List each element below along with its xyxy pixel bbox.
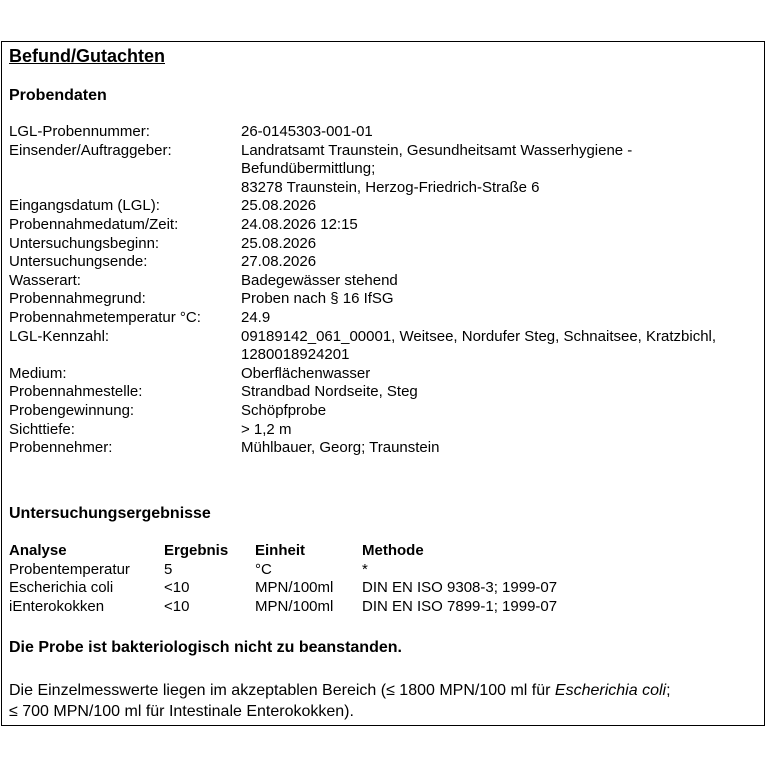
field-row	[9, 272, 768, 291]
field-row	[9, 439, 768, 458]
note-part1: Die Einzelmesswerte liegen im akzeptablen Bereich (≤ 1800 MPN/100 ml für	[9, 682, 555, 699]
results-cell: 5	[164, 560, 173, 578]
field-value-line: 24.08.2026 12:15	[241, 215, 358, 233]
field-row	[9, 309, 768, 328]
field-label: Medium:	[9, 364, 67, 382]
field-value-line: 27.08.2026	[241, 253, 317, 271]
field-value	[241, 272, 768, 291]
field-value-line: Proben nach § 16 IfSG	[241, 290, 394, 308]
field-value	[241, 309, 768, 328]
field-value	[241, 197, 768, 216]
field-value	[241, 439, 768, 458]
field-label: Einsender/Auftraggeber:	[9, 141, 172, 159]
document-title: Befund/Gutachten	[9, 46, 165, 66]
field-label: Untersuchungsende:	[9, 253, 148, 271]
field-value-line: 25.08.2026	[241, 197, 317, 215]
field-value-line: Schöpfprobe	[241, 401, 327, 419]
field-value-line: 09189142_061_00001, Weitsee, Nordufer Steg, Schnaitsee, Kratzbichl,	[241, 327, 717, 345]
field-value	[241, 421, 768, 440]
field-value	[241, 328, 768, 365]
field-value	[241, 123, 768, 142]
results-table	[9, 542, 662, 616]
field-label: Eingangsdatum (LGL):	[9, 197, 160, 215]
field-row	[9, 253, 768, 272]
field-label: Probennahmetemperatur °C:	[9, 308, 201, 326]
field-value-line: Badegewässer stehend	[241, 271, 398, 289]
field-value	[241, 402, 768, 421]
field-row	[9, 383, 768, 402]
note-line2: ≤ 700 MPN/100 ml für Intestinale Enterokokken).	[9, 703, 354, 720]
results-cell: DIN EN ISO 7899-1; 1999-07	[362, 597, 558, 615]
field-label: Probennahmestelle:	[9, 383, 143, 401]
field-label: LGL-Kennzahl:	[9, 327, 110, 345]
field-label: Untersuchungsbeginn:	[9, 234, 160, 252]
field-row	[9, 328, 768, 365]
field-value-line: Oberflächenwasser	[241, 364, 371, 382]
results-cell: Escherichia coli	[9, 579, 114, 596]
field-row	[9, 421, 768, 440]
field-row	[9, 402, 768, 421]
field-row	[9, 197, 768, 216]
field-label: Sichttiefe:	[9, 420, 75, 438]
results-header-cell: Methode	[362, 542, 424, 559]
field-value-line: Landratsamt Traunstein, Gesundheitsamt Wasserhygiene -	[241, 141, 633, 159]
field-label: Probengewinnung:	[9, 401, 135, 419]
note-italic: Escherichia coli	[554, 682, 667, 699]
results-header-cell: Analyse	[9, 542, 67, 559]
results-cell: MPN/100ml	[255, 597, 334, 615]
results-cell: <10	[164, 597, 190, 615]
results-cell: MPN/100ml	[255, 579, 334, 596]
field-value-line: Strandbad Nordseite, Steg	[241, 383, 418, 401]
field-value-line: > 1,2 m	[241, 420, 292, 438]
field-label: Probennahmedatum/Zeit:	[9, 215, 179, 233]
field-label: Wasserart:	[9, 271, 81, 289]
field-value	[241, 290, 768, 309]
field-value-line: 83278 Traunstein, Herzog-Friedrich-Straße 6	[241, 178, 540, 196]
results-cell: *	[362, 560, 368, 578]
field-value-line: 24.9	[241, 308, 271, 326]
sample-data-list	[9, 123, 768, 458]
section-heading-probendaten: Probendaten	[9, 87, 107, 104]
results-header-cell: Ergebnis	[164, 542, 229, 559]
results-cell: °C	[255, 560, 272, 578]
results-header-row	[9, 542, 662, 561]
field-value-line: 25.08.2026	[241, 234, 317, 252]
field-row	[9, 123, 768, 142]
results-cell: Probentemperatur	[9, 560, 130, 578]
field-value-line: Mühlbauer, Georg; Traunstein	[241, 439, 440, 457]
field-value	[241, 216, 768, 235]
results-row	[9, 598, 662, 617]
section-heading-ergebnisse: Untersuchungsergebnisse	[9, 505, 211, 522]
field-row	[9, 216, 768, 235]
field-value	[241, 253, 768, 272]
results-header-cell: Einheit	[255, 542, 306, 559]
field-value-line: 26-0145303-001-01	[241, 123, 373, 140]
field-row	[9, 142, 768, 198]
results-cell: iEnterokokken	[9, 597, 105, 615]
field-row	[9, 235, 768, 254]
field-value	[241, 365, 768, 384]
field-value	[241, 235, 768, 254]
field-value	[241, 142, 768, 198]
field-label: LGL-Probennummer:	[9, 123, 150, 140]
results-row	[9, 561, 662, 580]
verdict-text: Die Probe ist bakteriologisch nicht zu beanstanden.	[9, 639, 402, 656]
field-label: Probennahmegrund:	[9, 290, 146, 308]
field-value-line: Befundübermittlung;	[241, 160, 376, 178]
field-value-line: 1280018924201	[241, 346, 350, 364]
results-row	[9, 579, 662, 598]
field-label: Probennehmer:	[9, 439, 113, 457]
results-cell: <10	[164, 579, 190, 596]
field-row	[9, 290, 768, 309]
field-value	[241, 383, 768, 402]
results-cell: DIN EN ISO 9308-3; 1999-07	[362, 579, 558, 596]
note-text	[9, 680, 764, 722]
note-part2: ;	[666, 682, 671, 699]
field-row	[9, 365, 768, 384]
